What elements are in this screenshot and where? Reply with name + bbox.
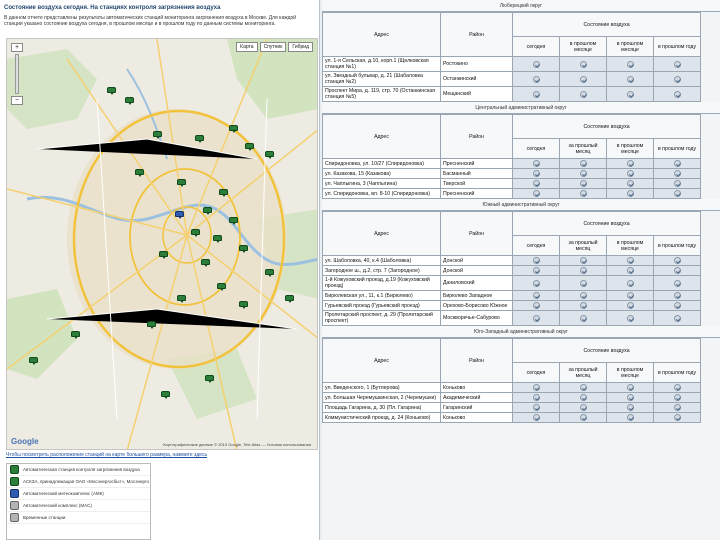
status-cell[interactable] — [560, 179, 607, 189]
table-row[interactable] — [323, 383, 701, 393]
table-row[interactable] — [323, 179, 701, 189]
col-header-address: Адрес — [323, 212, 441, 256]
status-icon — [627, 61, 634, 68]
zoom-out-button[interactable]: − — [11, 96, 23, 105]
status-icon — [674, 404, 681, 411]
station-area: Басманный — [441, 169, 513, 179]
station-map[interactable] — [6, 38, 318, 450]
status-cell[interactable] — [560, 189, 607, 199]
col-header-area: Район — [441, 13, 513, 57]
table-row[interactable] — [323, 159, 701, 169]
status-cell[interactable] — [607, 383, 654, 393]
station-marker[interactable] — [213, 235, 222, 243]
status-cell[interactable] — [560, 383, 607, 393]
map-panel — [0, 0, 320, 540]
larger-map-link[interactable]: Чтобы посмотреть расположение станций на карте большего размера, нажмите здесь — [6, 452, 208, 458]
station-address: 1-й Кожуховский проезд, д.19 (Кожуховский проезд) — [323, 276, 441, 291]
status-icon — [627, 267, 634, 274]
map-attribution: Картографические данные © 2010 Google, Tele Atlas — Условия использования — [163, 442, 311, 447]
status-cell[interactable] — [560, 57, 607, 72]
status-cell[interactable] — [607, 413, 654, 423]
station-address: ул. Большая Черемушкинская, 2 (Черемушки) — [323, 393, 441, 403]
grey-station-icon — [10, 501, 19, 510]
status-icon — [674, 257, 681, 264]
station-area: Даниловский — [441, 276, 513, 291]
status-cell[interactable] — [513, 72, 560, 87]
status-icon — [674, 190, 681, 197]
station-address: ул. Звездный бульвар, д. 21 (Шабаловка станция №2) — [323, 72, 441, 87]
map-legend — [6, 463, 151, 540]
station-address: ул. Введенского, 1 (Бутлерова) — [323, 383, 441, 393]
status-cell[interactable] — [513, 383, 560, 393]
station-address: Бирюлевская ул., 11, к.1 (Бирюлево) — [323, 291, 441, 301]
status-icon — [674, 267, 681, 274]
table-row[interactable] — [323, 291, 701, 301]
status-icon — [580, 404, 587, 411]
status-icon — [674, 91, 681, 98]
status-icon — [674, 315, 681, 322]
col-header-address: Адрес — [323, 13, 441, 57]
status-cell[interactable] — [654, 413, 701, 423]
status-cell[interactable] — [560, 301, 607, 311]
page-title: Состояние воздуха сегодня. На станциях контроля загрязнения воздуха — [4, 5, 221, 11]
station-area: Мещанский — [441, 87, 513, 102]
col-header-state: Состояние воздуха — [513, 212, 701, 236]
station-area: Ростокино — [441, 57, 513, 72]
status-cell[interactable] — [607, 72, 654, 87]
col-header-month: в прошлом месяце — [560, 37, 607, 57]
status-icon — [580, 190, 587, 197]
status-cell[interactable] — [560, 169, 607, 179]
status-icon — [674, 302, 681, 309]
status-cell[interactable] — [513, 189, 560, 199]
status-icon — [533, 302, 540, 309]
status-cell[interactable] — [654, 291, 701, 301]
district-title: Люберецкий округ — [322, 0, 720, 12]
station-marker[interactable] — [285, 295, 294, 303]
station-table — [322, 338, 701, 423]
meteo-station-marker[interactable] — [175, 211, 184, 219]
status-cell[interactable] — [607, 266, 654, 276]
station-area: Останкинский — [441, 72, 513, 87]
station-address: ул. Спиридоновка, вл. 8-10 (Спиридоновка) — [323, 189, 441, 199]
station-marker[interactable] — [239, 245, 248, 253]
status-icon — [533, 160, 540, 167]
station-area: Гагаринский — [441, 403, 513, 413]
station-marker[interactable] — [159, 251, 168, 259]
status-icon — [533, 76, 540, 83]
google-logo: Google — [11, 437, 39, 446]
status-cell[interactable] — [654, 301, 701, 311]
station-area: Коньково — [441, 413, 513, 423]
status-icon — [580, 384, 587, 391]
status-cell[interactable] — [654, 276, 701, 291]
status-icon — [533, 170, 540, 177]
status-icon — [533, 394, 540, 401]
station-marker[interactable] — [217, 283, 226, 291]
station-marker[interactable] — [201, 259, 210, 267]
status-icon — [674, 280, 681, 287]
legend-label: Автоматическая станция контроля загрязнения воздуха — [23, 467, 140, 472]
blue-station-icon — [10, 489, 19, 498]
station-area: Донской — [441, 256, 513, 266]
station-address: Проспект Мира, д. 119, стр. 70 (Останкинская станция №5) — [323, 87, 441, 102]
legend-item — [7, 500, 150, 512]
zoom-slider[interactable] — [15, 54, 19, 94]
status-icon — [627, 91, 634, 98]
table-row[interactable] — [323, 72, 701, 87]
col-header-year: в прошлом году — [654, 363, 701, 383]
status-icon — [533, 61, 540, 68]
status-icon — [627, 280, 634, 287]
station-area: Орехово-Борисово Южное — [441, 301, 513, 311]
station-marker[interactable] — [153, 131, 162, 139]
status-cell[interactable] — [607, 189, 654, 199]
status-cell[interactable] — [513, 301, 560, 311]
table-row[interactable] — [323, 403, 701, 413]
legend-label: АСКЗА, принадлежащая ОАО «Мосэнергосбыт», Мосэнерго — [23, 479, 150, 484]
status-cell[interactable] — [513, 291, 560, 301]
col-header-year: в прошлом году — [654, 236, 701, 256]
status-icon — [580, 414, 587, 421]
status-cell[interactable] — [654, 256, 701, 266]
station-address: Спиридоновка, ул. 10/27 (Спиридоновка) — [323, 159, 441, 169]
status-icon — [533, 384, 540, 391]
station-area: Коньково — [441, 383, 513, 393]
station-marker[interactable] — [125, 97, 134, 105]
legend-item — [7, 488, 150, 500]
col-header-today: сегодня — [513, 139, 560, 159]
col-header-today: сегодня — [513, 37, 560, 57]
status-icon — [580, 315, 587, 322]
col-header-area: Район — [441, 212, 513, 256]
station-marker[interactable] — [107, 87, 116, 95]
status-cell[interactable] — [513, 57, 560, 72]
status-cell[interactable] — [560, 87, 607, 102]
col-header-today: сегодня — [513, 363, 560, 383]
table-row[interactable] — [323, 57, 701, 72]
grey-station-icon — [10, 513, 19, 522]
status-icon — [674, 160, 681, 167]
status-cell[interactable] — [513, 393, 560, 403]
legend-label: Автоматический метеокомплекс (АМК) — [23, 491, 104, 496]
station-address: ул. 1-я Сельская, д.10, корп.1 (Щелковская станция №1) — [323, 57, 441, 72]
status-icon — [627, 404, 634, 411]
status-cell[interactable] — [607, 159, 654, 169]
zoom-control[interactable] — [11, 43, 23, 107]
page-description: В данном отчете представлены результаты автоматических станций мониторинга загрязнения воздуха в Москве. Для каждой станции указано состояние воздуха сегодня, в прошлом месяце и в прошлом году по данным системы мониторинга. — [4, 15, 297, 27]
station-address: ул. Шаболовка, 40, к.4 (Шаболовка) — [323, 256, 441, 266]
col-header-area: Район — [441, 115, 513, 159]
status-icon — [627, 257, 634, 264]
status-icon — [674, 384, 681, 391]
status-cell[interactable] — [607, 87, 654, 102]
table-row[interactable] — [323, 266, 701, 276]
status-cell[interactable] — [654, 311, 701, 326]
status-cell[interactable] — [560, 266, 607, 276]
status-icon — [533, 257, 540, 264]
station-area: Москворечье-Сабурово — [441, 311, 513, 326]
station-address: Загородное ш., д.2, стр. 7 (Загородное) — [323, 266, 441, 276]
status-icon — [533, 292, 540, 299]
status-cell[interactable] — [607, 291, 654, 301]
col-header-today: сегодня — [513, 236, 560, 256]
status-icon — [627, 394, 634, 401]
status-cell[interactable] — [607, 256, 654, 266]
status-icon — [533, 180, 540, 187]
status-cell[interactable] — [607, 179, 654, 189]
status-icon — [580, 394, 587, 401]
legend-item — [7, 476, 150, 488]
status-cell[interactable] — [513, 87, 560, 102]
col-header-prevmonth: в прошлом месяце — [607, 236, 654, 256]
col-header-state: Состояние воздуха — [513, 115, 701, 139]
status-icon — [580, 280, 587, 287]
map-type-map[interactable]: Карта — [236, 42, 257, 52]
status-cell[interactable] — [654, 403, 701, 413]
status-cell[interactable] — [560, 403, 607, 413]
district-title: Южный административный округ — [322, 199, 720, 211]
station-table — [322, 211, 701, 326]
status-cell[interactable] — [560, 159, 607, 169]
status-icon — [674, 394, 681, 401]
col-header-year: в прошлом году — [654, 139, 701, 159]
status-icon — [533, 91, 540, 98]
station-address: ул. Чаплыгина, 3 (Чаплыгина) — [323, 179, 441, 189]
table-row[interactable] — [323, 169, 701, 179]
district-title: Юго-Западный административный округ — [322, 326, 720, 338]
status-icon — [580, 267, 587, 274]
status-cell[interactable] — [607, 276, 654, 291]
status-icon — [580, 170, 587, 177]
status-cell[interactable] — [560, 291, 607, 301]
table-row[interactable] — [323, 393, 701, 403]
status-cell[interactable] — [607, 311, 654, 326]
station-marker[interactable] — [177, 179, 186, 187]
map-type-satellite[interactable]: Спутник — [260, 42, 287, 52]
map-background — [7, 39, 318, 450]
status-cell[interactable] — [560, 311, 607, 326]
station-area: Академический — [441, 393, 513, 403]
station-marker[interactable] — [229, 217, 238, 225]
status-cell[interactable] — [560, 393, 607, 403]
status-cell[interactable] — [654, 57, 701, 72]
status-icon — [580, 76, 587, 83]
district-title: Центральный административный округ — [322, 102, 720, 114]
table-row[interactable] — [323, 256, 701, 266]
status-icon — [627, 414, 634, 421]
legend-item — [7, 464, 150, 476]
station-address: Пролетарский проспект, д. 29 (Пролетарский проспект) — [323, 311, 441, 326]
status-icon — [580, 292, 587, 299]
green-station-icon — [10, 477, 19, 486]
station-area: Пресненский — [441, 189, 513, 199]
status-icon — [627, 170, 634, 177]
col-header-address: Адрес — [323, 115, 441, 159]
status-icon — [627, 190, 634, 197]
status-cell[interactable] — [654, 159, 701, 169]
status-icon — [580, 257, 587, 264]
table-row[interactable] — [323, 413, 701, 423]
status-cell[interactable] — [560, 276, 607, 291]
station-area: Пресненский — [441, 159, 513, 169]
status-cell[interactable] — [513, 403, 560, 413]
map-type-hybrid[interactable]: Гибрид — [288, 42, 313, 52]
col-header-address: Адрес — [323, 339, 441, 383]
status-icon — [674, 170, 681, 177]
station-marker[interactable] — [161, 391, 170, 399]
col-header-month: за прошлый месяц — [560, 363, 607, 383]
col-header-state: Состояние воздуха — [513, 13, 701, 37]
status-icon — [580, 180, 587, 187]
map-panel-header — [4, 4, 316, 27]
station-marker[interactable] — [203, 207, 212, 215]
station-marker[interactable] — [265, 269, 274, 277]
status-icon — [627, 160, 634, 167]
status-icon — [533, 280, 540, 287]
status-icon — [627, 302, 634, 309]
status-icon — [580, 61, 587, 68]
map-type-switcher — [236, 42, 313, 52]
status-cell[interactable] — [654, 72, 701, 87]
status-cell[interactable] — [513, 266, 560, 276]
status-icon — [533, 414, 540, 421]
status-cell[interactable] — [607, 57, 654, 72]
station-area: Бирюлево Западное — [441, 291, 513, 301]
table-row[interactable] — [323, 311, 701, 326]
status-icon — [627, 315, 634, 322]
status-cell[interactable] — [513, 413, 560, 423]
station-marker[interactable] — [205, 375, 214, 383]
station-address: Площадь Гагарина, д. 30 (Пл. Гагарина) — [323, 403, 441, 413]
table-row[interactable] — [323, 87, 701, 102]
status-icon — [627, 384, 634, 391]
status-cell[interactable] — [607, 393, 654, 403]
station-address: Гурьевский проезд (Гурьевский проезд) — [323, 301, 441, 311]
status-cell[interactable] — [654, 87, 701, 102]
zoom-in-button[interactable]: + — [11, 43, 23, 52]
status-icon — [674, 76, 681, 83]
status-cell[interactable] — [560, 256, 607, 266]
station-address: ул. Казакова, 15 (Казакова) — [323, 169, 441, 179]
status-cell[interactable] — [513, 311, 560, 326]
status-cell[interactable] — [654, 179, 701, 189]
status-icon — [533, 404, 540, 411]
col-header-area: Район — [441, 339, 513, 383]
station-address: Коммунистический проезд, д. 24 (Коньково) — [323, 413, 441, 423]
station-marker[interactable] — [177, 295, 186, 303]
col-header-state: Состояние воздуха — [513, 339, 701, 363]
status-cell[interactable] — [607, 403, 654, 413]
station-table — [322, 12, 701, 102]
status-cell[interactable] — [513, 276, 560, 291]
col-header-prevmonth: в прошлом месяце — [607, 37, 654, 57]
station-marker[interactable] — [245, 143, 254, 151]
status-cell[interactable] — [513, 169, 560, 179]
status-cell[interactable] — [654, 169, 701, 179]
station-area: Донской — [441, 266, 513, 276]
station-marker[interactable] — [195, 135, 204, 143]
legend-item — [7, 512, 150, 524]
col-header-prevmonth: в прошлом месяце — [607, 363, 654, 383]
status-icon — [533, 267, 540, 274]
status-cell[interactable] — [654, 189, 701, 199]
legend-label: Автоматический комплекс (МАС) — [23, 503, 92, 508]
station-marker[interactable] — [135, 169, 144, 177]
status-icon — [674, 414, 681, 421]
status-icon — [533, 190, 540, 197]
status-cell[interactable] — [654, 383, 701, 393]
status-icon — [580, 302, 587, 309]
station-marker[interactable] — [147, 321, 156, 329]
station-marker[interactable] — [71, 331, 80, 339]
status-cell[interactable] — [654, 266, 701, 276]
station-tables-panel — [322, 0, 720, 540]
station-table — [322, 114, 701, 199]
status-icon — [627, 76, 634, 83]
status-icon — [580, 160, 587, 167]
station-marker[interactable] — [219, 189, 228, 197]
status-icon — [674, 292, 681, 299]
table-row[interactable] — [323, 276, 701, 291]
green-station-icon — [10, 465, 19, 474]
status-icon — [674, 180, 681, 187]
status-cell[interactable] — [560, 413, 607, 423]
status-icon — [580, 91, 587, 98]
status-cell[interactable] — [513, 179, 560, 189]
station-marker[interactable] — [265, 151, 274, 159]
col-header-month: за прошлый месяц — [560, 236, 607, 256]
status-cell[interactable] — [654, 393, 701, 403]
station-marker[interactable] — [29, 357, 38, 365]
status-cell[interactable] — [560, 72, 607, 87]
col-header-month: за прошлый месяц — [560, 139, 607, 159]
status-cell[interactable] — [607, 169, 654, 179]
col-header-year: в прошлом году — [654, 37, 701, 57]
legend-label: Временные станции — [23, 515, 66, 520]
col-header-prevmonth: в прошлом месяце — [607, 139, 654, 159]
station-marker[interactable] — [239, 301, 248, 309]
station-marker[interactable] — [191, 229, 200, 237]
status-icon — [627, 292, 634, 299]
table-row[interactable] — [323, 301, 701, 311]
status-cell[interactable] — [513, 256, 560, 266]
status-cell[interactable] — [607, 301, 654, 311]
status-icon — [627, 180, 634, 187]
status-cell[interactable] — [513, 159, 560, 169]
station-marker[interactable] — [229, 125, 238, 133]
status-icon — [674, 61, 681, 68]
station-area: Тверской — [441, 179, 513, 189]
table-row[interactable] — [323, 189, 701, 199]
status-icon — [533, 315, 540, 322]
